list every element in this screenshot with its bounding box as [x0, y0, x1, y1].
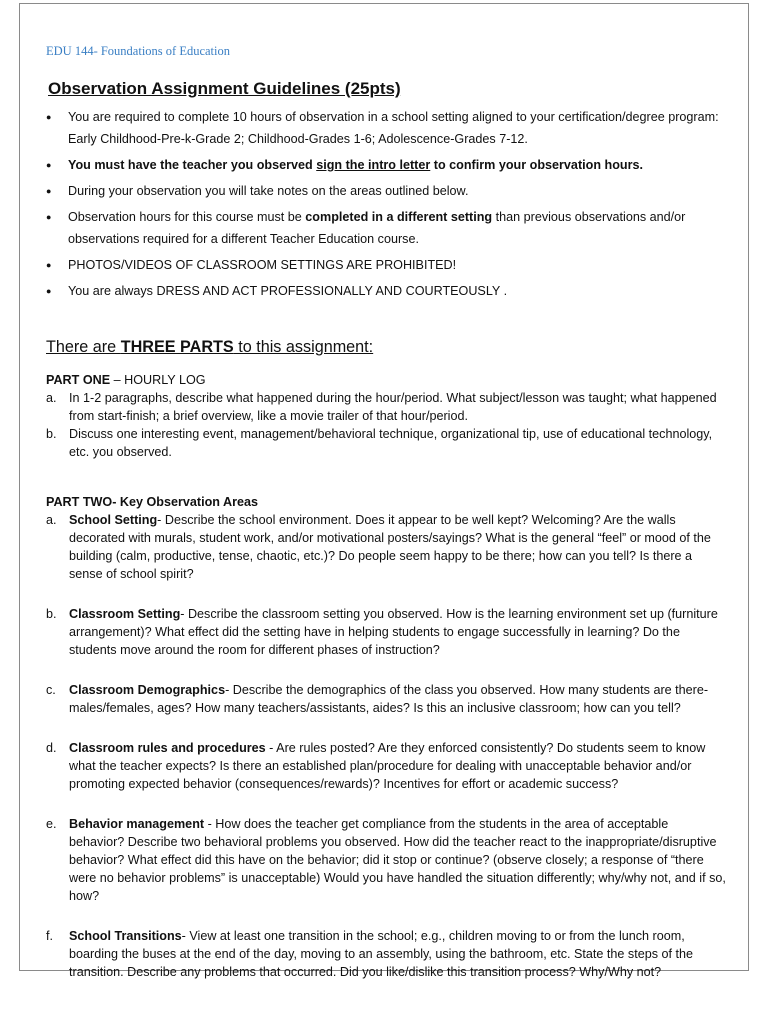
- text-run: You are required to complete 10 hours of observation in a school setting aligned to your certification/degree program: Early Childhood-Pre-k-Grade 2; Childhood-Grades 1-6; Adolescence-Grades 7-12.: [68, 110, 719, 146]
- text-run: There are: [46, 338, 121, 356]
- bullet-item: [46, 154, 726, 176]
- item-description: - Describe the classroom setting you observed. How is the learning environment set up (furniture arrangement)? What effect did the setting have in helping students to engage successfully in learning? Do the students move around the room for different phases of instruction?: [69, 607, 718, 657]
- item-letter: a.: [46, 391, 57, 405]
- bullet-icon: ●: [46, 260, 52, 270]
- item-term: School Setting: [69, 513, 158, 527]
- bullet-icon: ●: [46, 112, 52, 122]
- bullet-icon: ●: [46, 212, 52, 222]
- guideline-bullets: [46, 106, 726, 302]
- item-text: [69, 739, 726, 793]
- part-one-heading: [46, 371, 726, 389]
- bullet-text: [68, 158, 643, 172]
- text-run: completed in a different setting: [305, 210, 493, 224]
- item-description: - Describe the school environment. Does it appear to be well kept? Welcoming? Are the walls decorated with murals, student work, and/or motivational posters/sayings? What is the general “feel” or mood of the building (calm, productive, tense, chaotic, etc.)? Do people seem happy to be there; how can you tell? Is there a sense of school spirit?: [69, 513, 711, 581]
- item-letter: e.: [46, 817, 57, 831]
- bullet-text: [68, 284, 507, 298]
- item-description: - Describe the demographics of the class you observed. How many students are there-males/females, ages? How many teachers/assistants, aides? Is this an inclusive classroom; how can you tell?: [69, 683, 709, 715]
- text-run: to this assignment:: [233, 338, 374, 356]
- document-body: [46, 44, 726, 981]
- part-two-heading: PART TWO- Key Observation Areas: [46, 495, 259, 509]
- bullet-text: [68, 210, 685, 246]
- three-parts-heading: [46, 338, 726, 357]
- bullet-item: [46, 206, 726, 250]
- bullet-text: [68, 110, 719, 146]
- bullet-icon: ●: [46, 186, 52, 196]
- item-letter: f.: [46, 929, 53, 943]
- item-text: In 1-2 paragraphs, describe what happened during the hour/period. What subject/lesson was taught; what happened from start-finish; a brief overview, like a movie trailer of that hour/period.: [69, 391, 717, 423]
- item-text: [69, 681, 726, 717]
- bullet-icon: ●: [46, 160, 52, 170]
- text-run: to confirm your observation hours.: [430, 158, 643, 172]
- part-two-item-a: [46, 511, 726, 583]
- item-letter: c.: [46, 683, 56, 697]
- text-run: than previous observations and/or observations required for a different Teacher Education course.: [68, 210, 686, 246]
- text-run: THREE PARTS: [120, 338, 234, 356]
- item-description: - View at least one transition in the school; e.g., children moving to or from the lunch room, boarding the buses at the end of the day, moving to an assembly, using the bathroom, etc. State the steps of the transition. Describe any problems that occurred. Did you like/dislike this transition process? Why/Why not?: [69, 929, 694, 979]
- item-description: - How does the teacher get compliance from the students in the area of acceptable behavior? Describe two behavioral problems you observed. How did the teacher react to the inappropriate/disruptive behavior? What effect did this have on the behavior; did it stop or continue? (observe closely; a response of “there were no behavior problems” is unacceptable) Would you have handled the situation differently; why/why not, and if so, how?: [69, 817, 726, 903]
- part-one-item-b: [46, 425, 726, 461]
- text-run: During your observation you will take notes on the areas outlined below.: [68, 184, 469, 198]
- item-text: [69, 815, 726, 905]
- part-one-subtitle: – HOURLY LOG: [110, 373, 206, 387]
- part-two-item-b: [46, 605, 726, 659]
- bullet-item: [46, 254, 726, 276]
- item-term: Classroom Demographics: [69, 683, 226, 697]
- course-header: EDU 144- Foundations of Education: [46, 44, 231, 58]
- item-letter: d.: [46, 741, 57, 755]
- bullet-item: [46, 106, 726, 150]
- text-run: You are always DRESS AND ACT PROFESSIONALLY AND COURTEOUSLY .: [68, 284, 508, 298]
- item-term: Behavior management: [69, 817, 205, 831]
- bullet-item: [46, 280, 726, 302]
- item-letter: a.: [46, 513, 57, 527]
- bullet-text: [68, 258, 456, 272]
- bullet-text: [68, 184, 468, 198]
- item-description: - Are rules posted? Are they enforced consistently? Do students seem to know what the teacher expects? Is there an established plan/procedure for dealing with unacceptable behavior and/or promoting expected behavior (consequences/rewards)? Incentives for effort or academic success?: [69, 741, 706, 791]
- item-text: [69, 511, 726, 583]
- item-term: Classroom Setting: [69, 607, 181, 621]
- page-title: Observation Assignment Guidelines (25pts): [48, 79, 401, 98]
- bullet-icon: ●: [46, 286, 52, 296]
- text-run: Observation hours for this course must be: [68, 210, 306, 224]
- bullet-item: [46, 180, 726, 202]
- item-text: Discuss one interesting event, management/behavioral technique, organizational tip, use of educational technology, etc. you observed.: [69, 427, 713, 459]
- text-run: You must have the teacher you observed: [68, 158, 317, 172]
- item-term: Classroom rules and procedures: [69, 741, 266, 755]
- part-one-item-a: [46, 389, 726, 425]
- item-term: School Transitions: [69, 929, 182, 943]
- part-two-item-f: [46, 927, 726, 981]
- part-one-label: PART ONE: [46, 373, 111, 387]
- item-letter: b.: [46, 607, 57, 621]
- text-run: sign the intro letter: [316, 158, 431, 172]
- page-frame: [19, 3, 749, 979]
- part-two-item-e: [46, 815, 726, 905]
- part-two-item-d: [46, 739, 726, 793]
- item-text: [69, 605, 726, 659]
- item-text: [69, 927, 726, 981]
- text-run: PHOTOS/VIDEOS OF CLASSROOM SETTINGS ARE PROHIBITED!: [68, 258, 457, 272]
- item-letter: b.: [46, 427, 57, 441]
- part-two-item-c: [46, 681, 726, 717]
